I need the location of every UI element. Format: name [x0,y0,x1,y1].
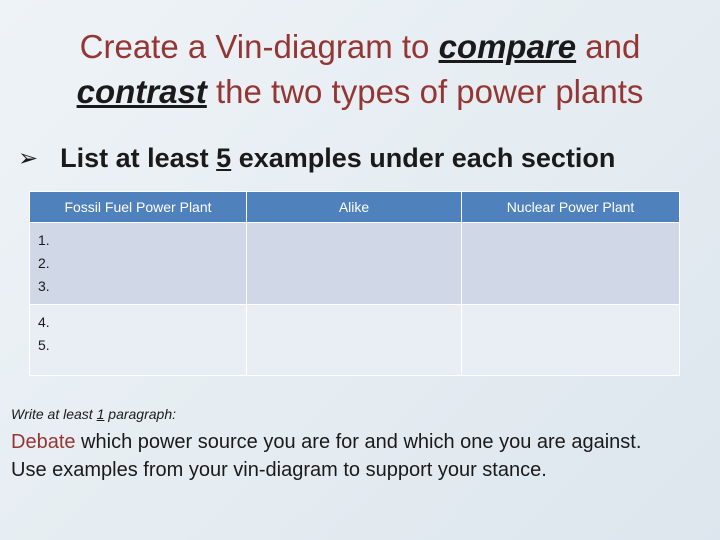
write-number: 1 [96,406,105,422]
table-row [30,305,680,376]
table-cell[interactable] [30,305,247,376]
title-word-contrast: contrast [76,73,207,110]
cell-text: 4. 5. [38,314,50,353]
title-part-3: the two types of power plants [206,73,644,110]
table-header-row [30,192,680,223]
table-cell[interactable] [247,223,462,305]
write-prefix: Write at least [11,406,97,422]
debate-line-2: Use examples from your vin-diagram to support your stance. [11,459,547,481]
title-word-compare: compare [438,28,577,65]
table-row [30,223,680,305]
header-alike: Alike [247,192,462,223]
write-instruction [11,406,176,422]
write-suffix: paragraph: [104,406,176,422]
debate-word: Debate [11,431,76,453]
bullet-instruction [18,143,615,174]
header-fossil-fuel: Fossil Fuel Power Plant [30,192,247,223]
table-cell[interactable] [30,223,247,305]
bullet-number: 5 [216,143,232,173]
header-nuclear: Nuclear Power Plant [462,192,680,223]
debate-prompt [11,428,716,484]
cell-text: 1. 2. 3. [38,232,50,294]
bullet-text-after: examples under each section [231,143,616,173]
table-cell[interactable] [247,305,462,376]
bullet-text [60,143,615,174]
arrow-bullet-icon: ➢ [18,145,39,172]
bullet-text-before: List at least [60,143,217,173]
table-cell[interactable] [462,305,680,376]
comparison-table [29,191,680,376]
debate-line-1: which power source you are for and which one you are against. [75,431,642,453]
slide-title [20,24,700,114]
title-part-1: Create a Vin-diagram to [79,28,439,65]
title-part-2: and [576,28,641,65]
table-cell[interactable] [462,223,680,305]
